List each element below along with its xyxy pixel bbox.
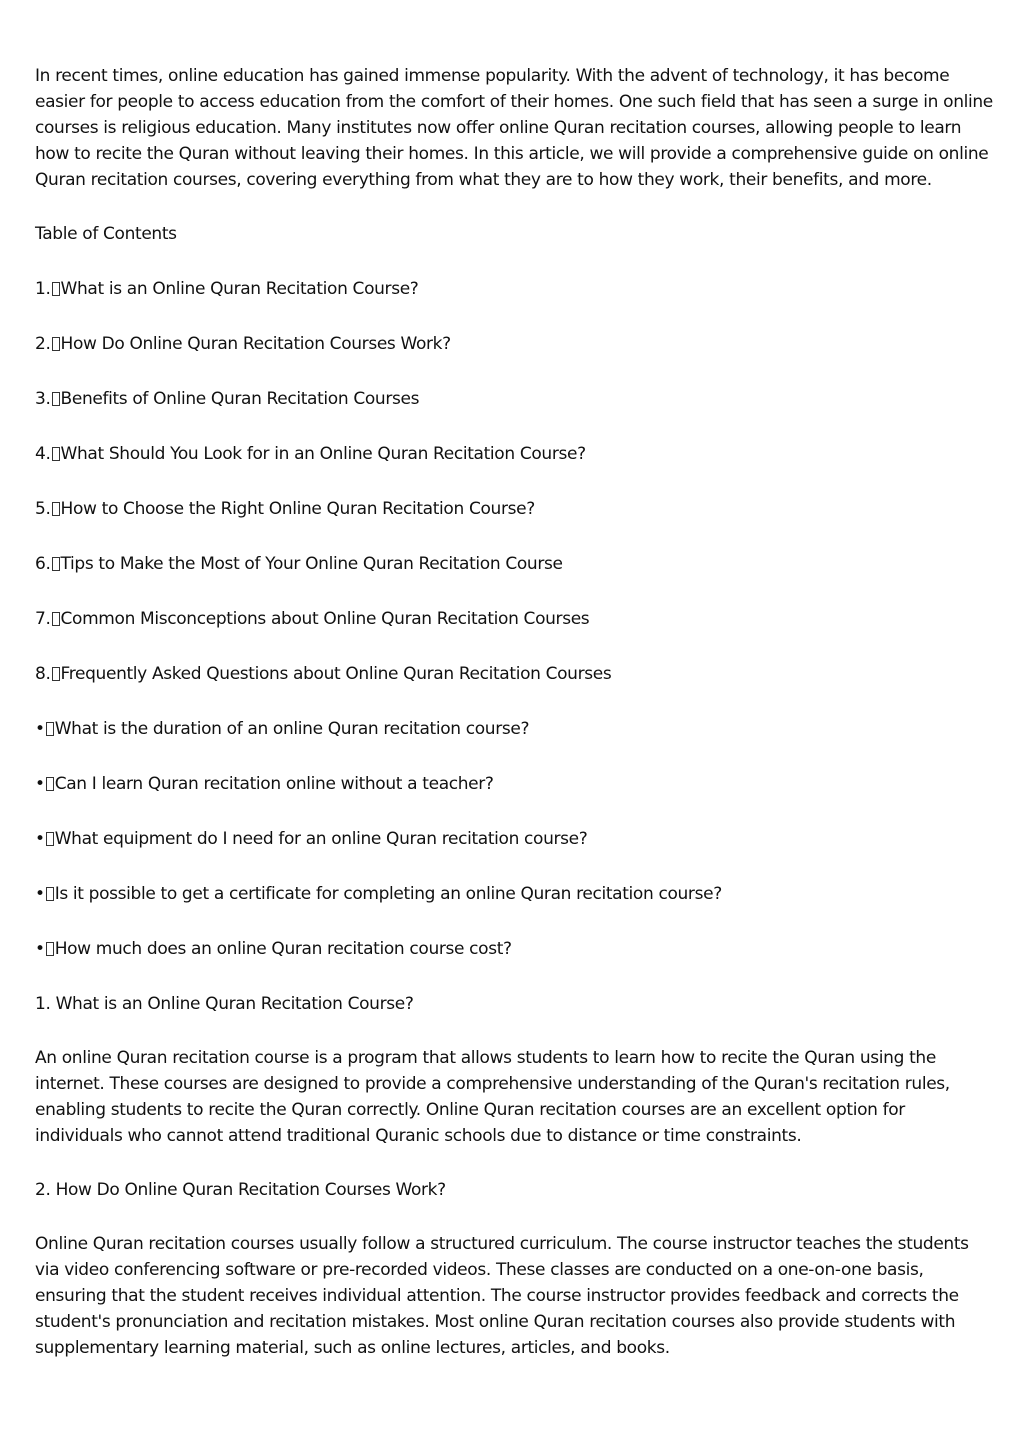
faq-item [35, 716, 995, 742]
toc-item [35, 661, 995, 687]
section-1-heading: 1. What is an Online Quran Recitation Course? [35, 994, 414, 1014]
toc-item-marker: 6. [35, 554, 51, 574]
toc-item-rest: is the duration of an online Quran recitation course? [97, 719, 530, 739]
toc-item-rest: it possible to get a certificate for completing an online Quran recitation course? [67, 884, 722, 904]
missing-glyph-icon [52, 392, 60, 406]
toc-item-marker: 2. [35, 334, 51, 354]
missing-glyph-icon [46, 887, 54, 901]
faq-item [35, 826, 995, 852]
toc-item-first-word: How [60, 499, 97, 519]
missing-glyph-icon [52, 612, 60, 626]
toc-item-first-word: What [60, 444, 104, 464]
toc-item [35, 386, 995, 412]
toc-item-marker: 7. [35, 609, 51, 629]
toc-item-rest: I learn Quran recitation online without a teacher? [86, 774, 494, 794]
toc-item [35, 496, 995, 522]
toc-item-rest: Do Online Quran Recitation Courses Work? [96, 334, 451, 354]
toc-item-first-word: What [54, 829, 98, 849]
toc-item-first-word: How [60, 334, 97, 354]
toc-item-rest: to Make the Most of Your Online Quran Recitation Course [93, 554, 563, 574]
toc-item-marker: 1. [35, 279, 51, 299]
toc-item [35, 551, 995, 577]
toc-item-first-word: Benefits [60, 389, 128, 409]
missing-glyph-icon [46, 777, 54, 791]
toc-item-marker: 3. [35, 389, 51, 409]
toc-item-marker: • [35, 829, 45, 849]
toc-item-first-word: Common [60, 609, 135, 629]
missing-glyph-icon [52, 447, 60, 461]
toc-item-marker: 4. [35, 444, 51, 464]
toc-item-rest: Misconceptions about Online Quran Recitation Courses [135, 609, 590, 629]
toc-item-marker: • [35, 774, 45, 794]
toc-item-first-word: Tips [60, 554, 94, 574]
document-body [35, 63, 995, 1361]
missing-glyph-icon [52, 557, 60, 571]
toc-item-rest: equipment do I need for an online Quran recitation course? [97, 829, 588, 849]
section-1-body: An online Quran recitation course is a program that allows students to learn how to recite the Quran using the internet. These courses are designed to provide a comprehensive understanding of the Quran's recitation rules, enabling students to recite the Quran correctly. Online Quran recitation courses are an excellent option for individuals who cannot attend traditional Quranic schools due to distance or time constraints. [35, 1048, 950, 1146]
missing-glyph-icon [52, 282, 60, 296]
toc-item-marker: 5. [35, 499, 51, 519]
toc-item [35, 606, 995, 632]
toc-item-rest: much does an online Quran recitation course cost? [90, 939, 512, 959]
section-2-heading: 2. How Do Online Quran Recitation Courses Work? [35, 1180, 446, 1200]
toc-item [35, 441, 995, 467]
toc-item-first-word: How [54, 939, 91, 959]
toc-item-marker: • [35, 939, 45, 959]
toc-item-rest: Should You Look for in an Online Quran Recitation Course? [103, 444, 586, 464]
missing-glyph-icon [46, 832, 54, 846]
intro-paragraph: In recent times, online education has gained immense popularity. With the advent of technology, it has become easier for people to access education from the comfort of their homes. One such field that has seen a surge in online courses is religious education. Many institutes now offer online Quran recitation courses, allowing people to learn how to recite the Quran without leaving their homes. In this article, we will provide a comprehensive guide on online Quran recitation courses, covering everything from what they are to how they work, their benefits, and more. [35, 66, 993, 190]
toc-item-marker: 8. [35, 664, 51, 684]
toc-item-rest: to Choose the Right Online Quran Recitation Course? [96, 499, 535, 519]
toc-item-first-word: What [54, 719, 98, 739]
toc-item-marker: • [35, 719, 45, 739]
toc-item-first-word: What [60, 279, 104, 299]
toc-item [35, 331, 995, 357]
toc-item-rest: is an Online Quran Recitation Course? [103, 279, 419, 299]
toc-item-rest: Asked Questions about Online Quran Recitation Courses [146, 664, 612, 684]
toc-item-first-word: Can [54, 774, 87, 794]
missing-glyph-icon [46, 722, 54, 736]
toc-item-marker: • [35, 884, 45, 904]
faq-item [35, 936, 995, 962]
toc-item-first-word: Is [54, 884, 68, 904]
missing-glyph-icon [52, 502, 60, 516]
table-of-contents [35, 276, 995, 991]
toc-item-rest: of Online Quran Recitation Courses [127, 389, 420, 409]
faq-item [35, 881, 995, 907]
missing-glyph-icon [52, 337, 60, 351]
missing-glyph-icon [52, 667, 60, 681]
toc-heading: Table of Contents [35, 224, 177, 244]
missing-glyph-icon [46, 942, 54, 956]
toc-item [35, 276, 995, 302]
section-2-body: Online Quran recitation courses usually follow a structured curriculum. The course instructor teaches the students via video conferencing software or pre-recorded videos. These classes are conducted on a one-on-one basis, ensuring that the student receives individual attention. The course instructor provides feedback and corrects the student's pronunciation and recitation mistakes. Most online Quran recitation courses also provide students with supplementary learning material, such as online lectures, articles, and books. [35, 1234, 969, 1358]
toc-item-first-word: Frequently [60, 664, 147, 684]
faq-item [35, 771, 995, 797]
